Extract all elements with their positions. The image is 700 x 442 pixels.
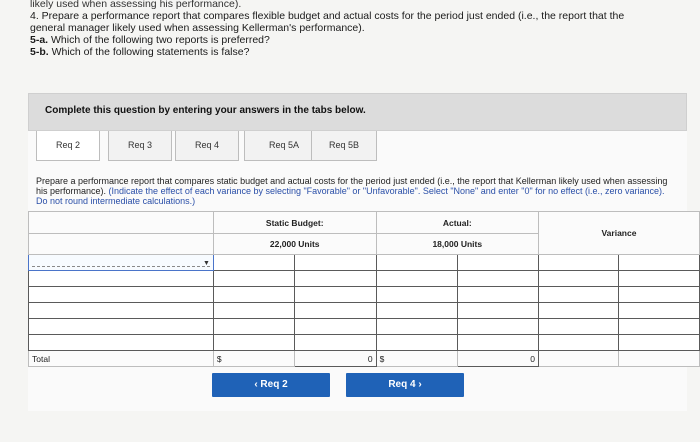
banner-text: Complete this question by entering your answers in the tabs below. [45, 105, 366, 116]
actual-input-2[interactable] [457, 255, 538, 271]
variance-type-select[interactable] [618, 303, 699, 319]
tab-req-5a[interactable]: Req 5A [244, 131, 324, 161]
variance-amount-input[interactable] [538, 287, 618, 303]
static-budget-input[interactable] [213, 287, 294, 303]
static-budget-input[interactable] [213, 271, 294, 287]
variance-amount-input[interactable] [538, 335, 618, 351]
line-item-select[interactable] [29, 319, 214, 335]
table-row [29, 303, 700, 319]
table-row [29, 287, 700, 303]
static-budget-input-2[interactable] [295, 271, 376, 287]
line-item-select[interactable] [29, 255, 214, 271]
actual-input[interactable] [376, 335, 457, 351]
total-static-value [295, 351, 376, 367]
static-budget-input[interactable] [213, 303, 294, 319]
question-line-4 [30, 46, 680, 58]
variance-type-select[interactable] [618, 287, 699, 303]
static-budget-input[interactable] [213, 335, 294, 351]
total-variance-amount[interactable] [538, 351, 618, 367]
total-actual-symbol: $ [376, 351, 457, 367]
total-static-symbol: $ [213, 351, 294, 367]
static-budget-header: Static Budget: [213, 212, 376, 234]
tab-req-5b[interactable]: Req 5B [311, 131, 377, 161]
static-budget-input[interactable] [213, 319, 294, 335]
variance-amount-input[interactable] [538, 255, 618, 271]
q5b-text: Which of the following statements is false? [48, 46, 250, 58]
actual-input[interactable] [376, 319, 457, 335]
header-blank-2 [29, 234, 214, 255]
actual-units: 18,000 Units [376, 234, 538, 255]
total-actual-amount: 0 [530, 353, 535, 364]
line-item-select[interactable] [29, 335, 214, 351]
tab-req-2[interactable]: Req 2 [36, 131, 100, 161]
total-variance-type[interactable] [618, 351, 699, 367]
actual-header: Actual: [376, 212, 538, 234]
variance-type-select[interactable] [618, 319, 699, 335]
q5a-text: Which of the following two reports is preferred? [48, 34, 270, 46]
actual-input[interactable] [376, 271, 457, 287]
line-item-select[interactable] [29, 271, 214, 287]
select-dashes [32, 266, 210, 267]
performance-report-table [28, 211, 700, 367]
actual-input-2[interactable] [457, 303, 538, 319]
line-item-select[interactable] [29, 287, 214, 303]
prompt-text: Prepare a performance report that compares static budget and actual costs for the period just ended (i.e., the report that Kellerman likely used when assessing his performance). [36, 176, 668, 196]
actual-input-2[interactable] [457, 287, 538, 303]
variance-amount-input[interactable] [538, 303, 618, 319]
question-line-3 [30, 34, 680, 46]
total-label: Total [29, 351, 214, 367]
actual-input-2[interactable] [457, 335, 538, 351]
table-row [29, 271, 700, 287]
header-blank [29, 212, 214, 234]
prev-req-button[interactable]: ‹ Req 2 [212, 373, 330, 397]
question-text [30, 2, 680, 58]
actual-input[interactable] [376, 287, 457, 303]
table-header-row [29, 212, 700, 234]
actual-input-2[interactable] [457, 271, 538, 287]
static-budget-input[interactable] [213, 255, 294, 271]
static-budget-input-2[interactable] [295, 255, 376, 271]
requirement-prompt [36, 176, 676, 206]
static-budget-input-2[interactable] [295, 319, 376, 335]
static-units: 22,000 Units [213, 234, 376, 255]
total-actual-value [457, 351, 538, 367]
table-row [29, 335, 700, 351]
chevron-down-icon: ▼ [202, 260, 210, 267]
tab-req-4[interactable]: Req 4 [175, 131, 239, 161]
table-row [29, 255, 700, 271]
variance-type-select[interactable] [618, 271, 699, 287]
question-line-0: likely used when assessing his performance). [30, 0, 242, 10]
question-line-1: 4. Prepare a performance report that compares flexible budget and actual costs for the period just ended (i.e., the report that the [30, 10, 625, 22]
variance-amount-input[interactable] [538, 271, 618, 287]
static-budget-input-2[interactable] [295, 335, 376, 351]
total-row [29, 351, 700, 367]
line-item-select[interactable] [29, 303, 214, 319]
actual-input-2[interactable] [457, 319, 538, 335]
variance-type-select[interactable] [618, 335, 699, 351]
static-budget-input-2[interactable] [295, 287, 376, 303]
actual-input[interactable] [376, 303, 457, 319]
variance-header: Variance [538, 212, 699, 255]
table-row [29, 319, 700, 335]
variance-amount-input[interactable] [538, 319, 618, 335]
instruction-banner [28, 93, 687, 131]
tab-req-3[interactable]: Req 3 [108, 131, 172, 161]
prompt-instruction: (Indicate the effect of each variance by selecting "Favorable" or "Unfavorable". Select "None" and enter "0" for no effect (i.e., zero variance). Do not round intermediate calculations.) [36, 186, 665, 206]
q5b-label: 5-b. [30, 46, 49, 58]
static-budget-input-2[interactable] [295, 303, 376, 319]
question-line-2: general manager likely used when assessing Kellerman's performance). [30, 22, 365, 34]
next-req-button[interactable]: Req 4 › [346, 373, 464, 397]
actual-input[interactable] [376, 255, 457, 271]
total-static-amount: 0 [367, 353, 373, 364]
q5a-label: 5-a. [30, 34, 49, 46]
variance-type-select[interactable] [618, 255, 699, 271]
